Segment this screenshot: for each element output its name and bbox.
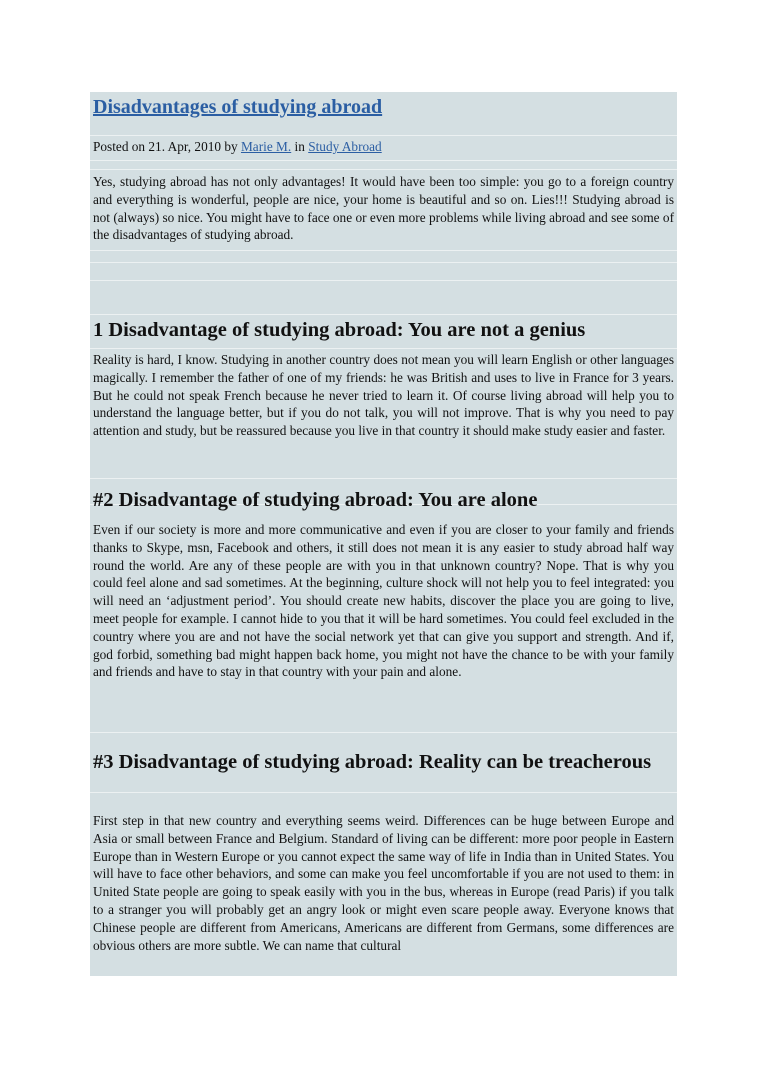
posted-on-text: Posted on 21. Apr, 2010 by xyxy=(93,139,238,154)
section-3-heading: #3 Disadvantage of studying abroad: Reality can be treacherous xyxy=(93,751,652,773)
section-2-heading: #2 Disadvantage of studying abroad: You are alone xyxy=(93,489,538,511)
post-meta xyxy=(93,138,382,155)
intro-paragraph: Yes, studying abroad has not only advantages! It would have been too simple: you go to a foreign country and everything is wonderful, people are nice, your home is beautiful and so on. Lies!!! Studying abroad is not (always) so nice. You might have to face one or even more problems while living abroad and see some of the disadvantages of studying abroad. xyxy=(93,174,674,243)
row-divider xyxy=(90,169,677,170)
in-text: in xyxy=(294,139,305,154)
row-divider xyxy=(90,732,677,733)
section-1-body: Reality is hard, I know. Studying in another country does not mean you will learn English or other languages magically. I remember the father of one of my friends: he was British and uses to live in France for 3 years. But he could not speak French because he never tried to learn it. Of course living abroad will help you to understand the language better, but if you do not talk, you will not improve. That is why you need to pay attention and study, but be reassured because you live in that country it should make study easier and faster. xyxy=(93,352,674,439)
row-divider xyxy=(90,262,677,263)
author-link[interactable]: Marie M. xyxy=(240,139,292,154)
section-3-body: First step in that new country and everything seems weird. Differences can be huge between Europe and Asia or small between France and Belgium. Standard of living can be different: more poor people in Eastern Europe than in Western Europe or you cannot expect the same way of life in India than in United States. You will have to face other behaviors, and some can make you feel uncomfortable if you are not used to them: in United State people are going to speak easily with you in the bus, whereas in Europe (read Paris) if you talk to a stranger you will probably get an angry look or might even scare people away. Everyone knows that Chinese people are different from Americans, Americans are different from Germans, some differences are obvious others are more subtle. We can name that cultural xyxy=(93,813,674,953)
row-divider xyxy=(90,478,677,479)
section-1-heading: 1 Disadvantage of studying abroad: You are not a genius xyxy=(93,319,586,341)
row-divider xyxy=(90,792,677,793)
category-link[interactable]: Study Abroad xyxy=(308,139,382,154)
row-divider xyxy=(90,250,677,251)
article-title-link[interactable]: Disadvantages of studying abroad xyxy=(93,96,383,118)
row-divider xyxy=(90,280,677,281)
row-divider xyxy=(90,314,677,315)
row-divider xyxy=(90,348,677,349)
article-page xyxy=(90,92,677,976)
row-divider xyxy=(90,135,677,136)
row-divider xyxy=(90,160,677,161)
section-2-body: Even if our society is more and more communicative and even if you are closer to your family and friends thanks to Skype, msn, Facebook and others, it still does not mean it is any easier to study abroad half way round the world. Are any of these people are with you in that unknown country? Nope. That is why you could feel alone and sad sometimes. At the beginning, culture shock will not help you to feel integrated: you will need an ‘adjustment period’. You should create new habits, discover the place you are going to live, meet people for example. I cannot hide to you that it will be hard sometimes. You could feel excluded in the country where you are and not have the social network yet that can give you support and strength. And if, god forbid, something bad might happen back home, you might not have the chance to be with your family and friends and have to stay in that country with your pain and alone. xyxy=(93,522,674,680)
